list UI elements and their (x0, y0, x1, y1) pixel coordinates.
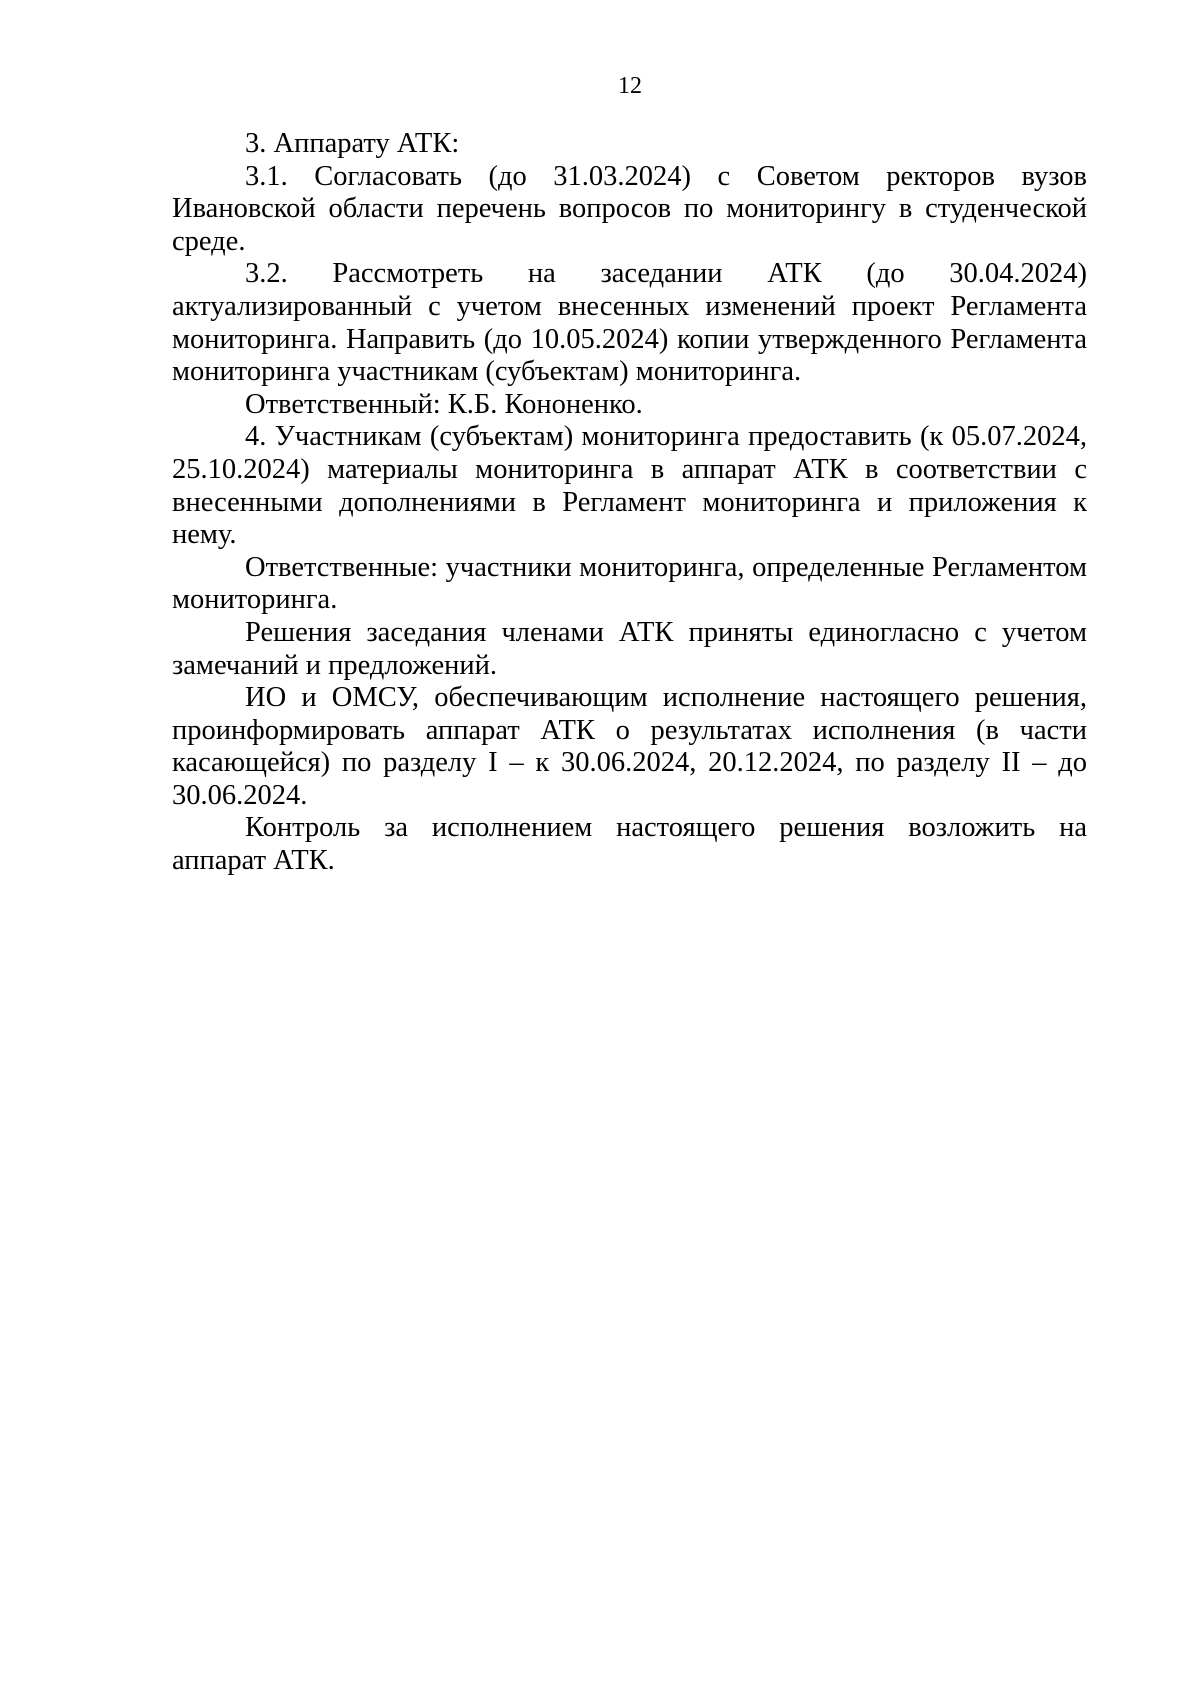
document-body (172, 128, 1087, 878)
paragraph-item-4: 4. Участникам (субъектам) мониторинга предоставить (к 05.07.2024, 25.10.2024) материалы мониторинга в аппарат АТК в соответствии с внесенными дополнениями в Регламент мониторинга и приложения к нему. (172, 421, 1087, 551)
paragraph-item-3-1: 3.1. Согласовать (до 31.03.2024) с Советом ректоров вузов Ивановской области перечень вопросов по мониторингу в студенческой среде. (172, 160, 1087, 257)
paragraph-responsible-3: Ответственный: К.Б. Кононенко. (245, 388, 643, 420)
paragraph-responsible-4: Ответственные: участники мониторинга, определенные Регламентом мониторинга. (172, 551, 1087, 616)
paragraph-item-3-2: 3.2. Рассмотреть на заседании АТК (до 30.04.2024) актуализированный с учетом внесенных изменений проект Регламента мониторинга. Направить (до 10.05.2024) копии утвержденного Регламента мониторинга участникам (субъектам) мониторинга. (172, 258, 1087, 388)
page-number: 12 (618, 73, 642, 99)
paragraph-control-clause: Контроль за исполнением настоящего решения возложить на аппарат АТК. (172, 812, 1087, 877)
paragraph-decision-note: Решения заседания членами АТК приняты единогласно с учетом замечаний и предложений. (172, 616, 1087, 681)
paragraph-reporting-instruction: ИО и ОМСУ, обеспечивающим исполнение настоящего решения, проинформировать аппарат АТК о результатах исполнения (в части касающейся) по разделу I – к 30.06.2024, 20.12.2024, по разделу II – до 30.06.2024. (172, 682, 1087, 811)
paragraph-section-3-heading: 3. Аппарату АТК: (245, 128, 460, 159)
